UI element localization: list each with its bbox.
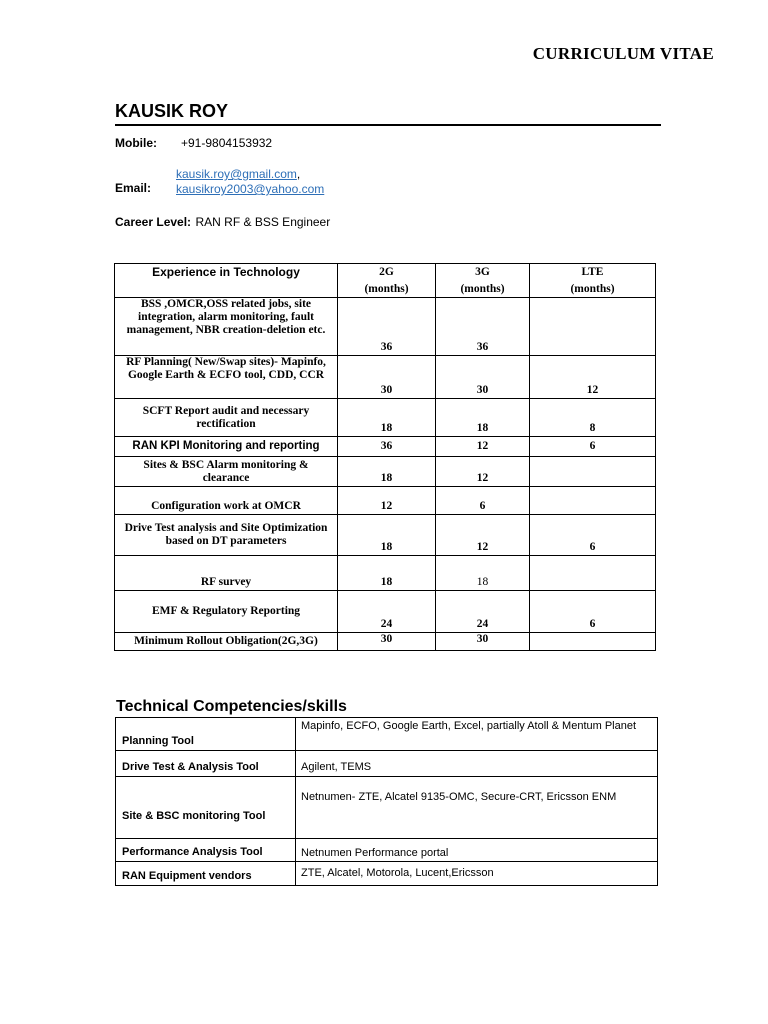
table-row [115,633,656,651]
skill-value: Netnumen Performance portal [296,839,658,862]
table-row [115,298,656,356]
skill-key: Drive Test & Analysis Tool [116,751,296,777]
row-lte [530,633,656,651]
header-3g-label: 3G [475,266,490,278]
row-2g: 12 [338,487,436,515]
table-row [115,591,656,633]
row-label: RF survey [115,556,338,591]
table-row [116,862,658,886]
row-3g: 30 [436,356,530,399]
skill-key: Planning Tool [116,718,296,751]
header-lte-label: LTE [581,266,604,278]
table-row [116,718,658,751]
row-lte [530,457,656,487]
row-label: Configuration work at OMCR [115,487,338,515]
row-3g: 18 [436,556,530,591]
row-label: Sites & BSC Alarm monitoring & clearance [115,457,338,487]
email-2-line [176,180,324,198]
table-row [116,839,658,862]
email-link-1[interactable]: kausik.roy@gmail.com [176,167,297,181]
name-underline [115,124,661,126]
table-row [115,437,656,457]
table-row [115,487,656,515]
header-3g [436,264,530,298]
row-3g: 12 [436,457,530,487]
email-separator: , [296,167,301,181]
email-label: Email: [115,181,152,195]
row-3g: 30 [436,633,530,651]
header-2g [338,264,436,298]
table-row [115,515,656,556]
row-2g: 18 [338,515,436,556]
skill-value: Mapinfo, ECFO, Google Earth, Excel, partially Atoll & Mentum Planet [296,718,658,751]
row-3g: 6 [436,487,530,515]
row-3g: 24 [436,591,530,633]
row-3g: 18 [436,399,530,437]
row-2g: 18 [338,399,436,437]
row-2g: 30 [338,633,436,651]
table-row [115,356,656,399]
experience-header-row [115,264,656,298]
skill-value: Netnumen- ZTE, Alcatel 9135-OMC, Secure-CRT, Ericsson ENM [296,777,658,839]
row-label: Drive Test analysis and Site Optimization based on DT parameters [115,515,338,556]
header-2g-label: 2G [379,266,394,278]
experience-table [114,263,656,651]
skill-value: Agilent, TEMS [296,751,658,777]
row-label: RAN KPI Monitoring and reporting [115,437,338,457]
row-2g: 36 [338,298,436,356]
career-level-value: RAN RF & BSS Engineer [195,215,331,229]
row-label: EMF & Regulatory Reporting [115,591,338,633]
header-2g-unit: (months) [364,283,409,295]
row-3g: 36 [436,298,530,356]
row-2g: 18 [338,457,436,487]
header-lte-unit: (months) [570,283,615,295]
row-lte: 6 [530,591,656,633]
table-row [116,751,658,777]
document-title: CURRICULUM VITAE [532,44,714,63]
row-2g: 30 [338,356,436,399]
career-level-label: Career Level: [115,215,192,229]
row-label: Minimum Rollout Obligation(2G,3G) [115,633,338,651]
row-lte: 8 [530,399,656,437]
table-row [115,399,656,437]
email-link-2[interactable]: kausikroy2003@yahoo.com [176,182,325,196]
row-lte: 6 [530,437,656,457]
row-lte: 12 [530,356,656,399]
table-row [115,556,656,591]
row-lte [530,556,656,591]
skill-value: ZTE, Alcatel, Motorola, Lucent,Ericsson [296,862,658,886]
person-name: KAUSIK ROY [115,101,229,121]
header-3g-unit: (months) [460,283,505,295]
row-lte [530,487,656,515]
table-row [115,457,656,487]
header-lte [530,264,656,298]
table-row [116,777,658,839]
row-3g: 12 [436,437,530,457]
row-lte [530,298,656,356]
row-2g: 24 [338,591,436,633]
skills-section-title: Technical Competencies/skills [116,698,347,715]
skill-key: RAN Equipment vendors [116,862,296,886]
row-label: SCFT Report audit and necessary rectification [115,399,338,437]
row-2g: 18 [338,556,436,591]
skills-table [115,717,658,886]
row-2g: 36 [338,437,436,457]
row-label: RF Planning( New/Swap sites)- Mapinfo, Google Earth & ECFO tool, CDD, CCR [115,356,338,399]
skill-key: Performance Analysis Tool [116,839,296,862]
row-3g: 12 [436,515,530,556]
row-lte: 6 [530,515,656,556]
mobile-value: +91-9804153932 [181,136,273,150]
mobile-label: Mobile: [115,136,157,150]
header-technology: Experience in Technology [115,264,338,298]
skill-key: Site & BSC monitoring Tool [116,777,296,839]
career-level [115,213,330,231]
row-label: BSS ,OMCR,OSS related jobs, site integration, alarm monitoring, fault management, NBR creation-deletion etc. [115,298,338,356]
